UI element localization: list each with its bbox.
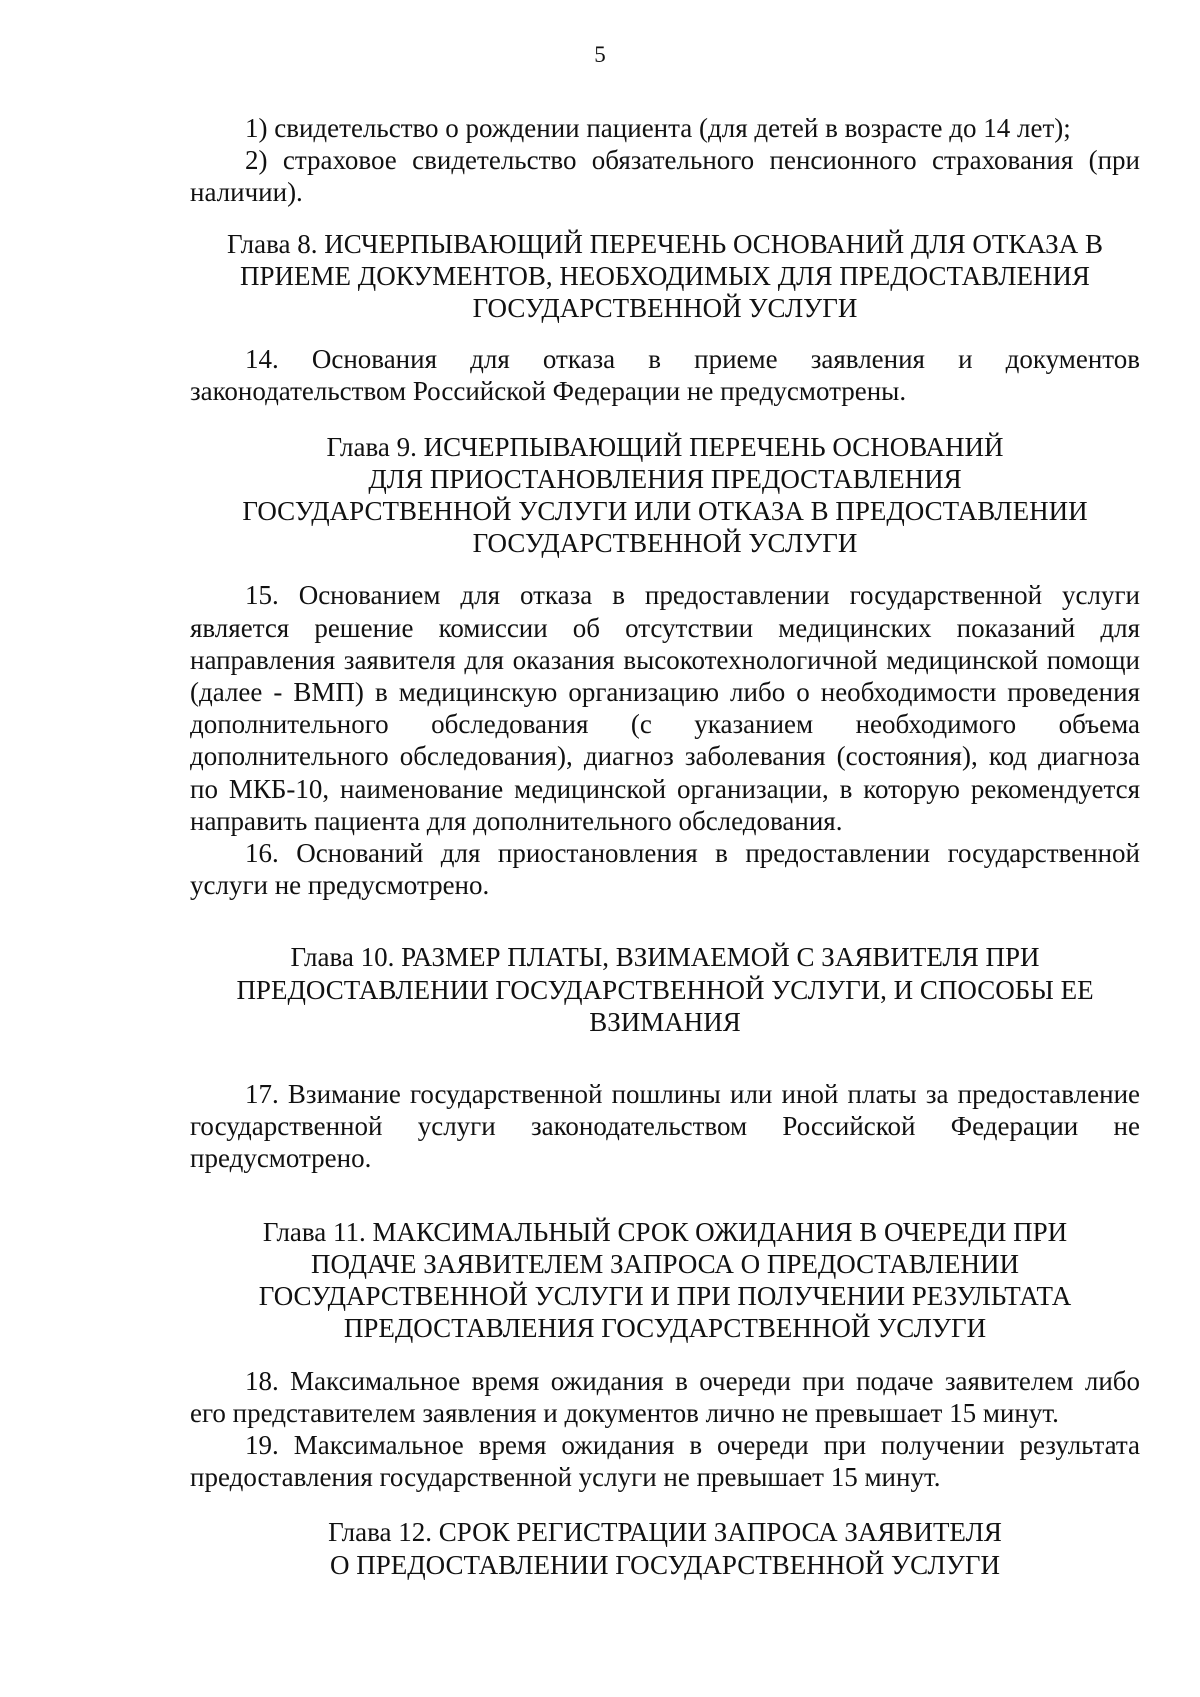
chapter-12-heading xyxy=(190,1516,1140,1580)
chapter-11-heading-line: ГОСУДАРСТВЕННОЙ УСЛУГИ И ПРИ ПОЛУЧЕНИИ РЕЗУЛЬТАТА xyxy=(258,1281,1072,1312)
paragraph-16: 16. Оснований для приостановления в предоставлении государственной услуги не предусмотрено. xyxy=(190,838,1140,901)
chapter-10-heading-line: ПРЕДОСТАВЛЕНИИ ГОСУДАРСТВЕННОЙ УСЛУГИ, И СПОСОБЫ ЕЕ xyxy=(236,974,1094,1005)
paragraph-18: 18. Максимальное время ожидания в очереди при подаче заявителем либо его представителем заявления и документов лично не превышает 15 минут. xyxy=(190,1365,1140,1428)
chapter-9-heading-line: Глава 9. ИСЧЕРПЫВАЮЩИЙ ПЕРЕЧЕНЬ ОСНОВАНИЙ xyxy=(326,431,1004,462)
chapter-8-heading-line: Глава 8. ИСЧЕРПЫВАЮЩИЙ ПЕРЕЧЕНЬ ОСНОВАНИЙ ДЛЯ ОТКАЗА В xyxy=(227,228,1103,259)
chapter-11-heading xyxy=(190,1216,1140,1345)
paragraph-14: 14. Основания для отказа в приеме заявления и документов законодательством Российской Федерации не предусмотрены. xyxy=(190,344,1140,407)
chapter-9-heading-line: ГОСУДАРСТВЕННОЙ УСЛУГИ ИЛИ ОТКАЗА В ПРЕДОСТАВЛЕНИИ xyxy=(242,496,1088,527)
chapter-8-heading xyxy=(190,228,1140,325)
paragraph-15: 15. Основанием для отказа в предоставлении государственной услуги является решение комиссии об отсутствии медицинских показаний для направления заявителя для оказания высокотехнологичной медицинской помощи (далее - ВМП) в медицинскую организацию либо о необходимости проведения дополнительного обследования (с указанием необходимого объема дополнительного обследования), диагноз заболевания (состояния), код диагноза по МКБ-10, наименование медицинской организации, в которую рекомендуется направить пациента для дополнительного обследования. xyxy=(190,580,1140,836)
chapter-11-heading-line: ПОДАЧЕ ЗАЯВИТЕЛЕМ ЗАПРОСА О ПРЕДОСТАВЛЕНИИ xyxy=(310,1248,1020,1279)
paragraph-17: 17. Взимание государственной пошлины или иной платы за предоставление государственной услуги законодательством Российской Федерации не предусмотрено. xyxy=(190,1079,1140,1174)
document-body xyxy=(190,112,1140,1581)
chapter-9-heading-line: ДЛЯ ПРИОСТАНОВЛЕНИЯ ПРЕДОСТАВЛЕНИЯ xyxy=(368,463,962,494)
paragraph-19: 19. Максимальное время ожидания в очереди при получении результата предоставления государственной услуги не превышает 15 минут. xyxy=(190,1429,1140,1493)
paragraph-item-1: 1) свидетельство о рождении пациента (для детей в возрасте до 14 лет); xyxy=(245,113,1071,143)
chapter-12-heading-line: О ПРЕДОСТАВЛЕНИИ ГОСУДАРСТВЕННОЙ УСЛУГИ xyxy=(330,1549,1000,1580)
chapter-12-heading-line: Глава 12. СРОК РЕГИСТРАЦИИ ЗАПРОСА ЗАЯВИТЕЛЯ xyxy=(328,1517,1002,1548)
chapter-10-heading-line: ВЗИМАНИЯ xyxy=(589,1006,741,1037)
page-number: 5 xyxy=(594,42,606,67)
chapter-8-heading-line: ГОСУДАРСТВЕННОЙ УСЛУГИ xyxy=(472,293,858,324)
chapter-10-heading xyxy=(190,941,1140,1038)
chapter-9-heading xyxy=(190,431,1140,560)
chapter-9-heading-line: ГОСУДАРСТВЕННОЙ УСЛУГИ xyxy=(472,528,858,559)
paragraph-item-2: 2) страховое свидетельство обязательного пенсионного страхования (при наличии). xyxy=(190,145,1140,208)
chapter-10-heading-line: Глава 10. РАЗМЕР ПЛАТЫ, ВЗИМАЕМОЙ С ЗАЯВИТЕЛЯ ПРИ xyxy=(290,942,1040,973)
chapter-8-heading-line: ПРИЕМЕ ДОКУМЕНТОВ, НЕОБХОДИМЫХ ДЛЯ ПРЕДОСТАВЛЕНИЯ xyxy=(240,260,1090,291)
chapter-11-heading-line: Глава 11. МАКСИМАЛЬНЫЙ СРОК ОЖИДАНИЯ В ОЧЕРЕДИ ПРИ xyxy=(262,1216,1068,1247)
chapter-11-heading-line: ПРЕДОСТАВЛЕНИЯ ГОСУДАРСТВЕННОЙ УСЛУГИ xyxy=(343,1313,987,1344)
